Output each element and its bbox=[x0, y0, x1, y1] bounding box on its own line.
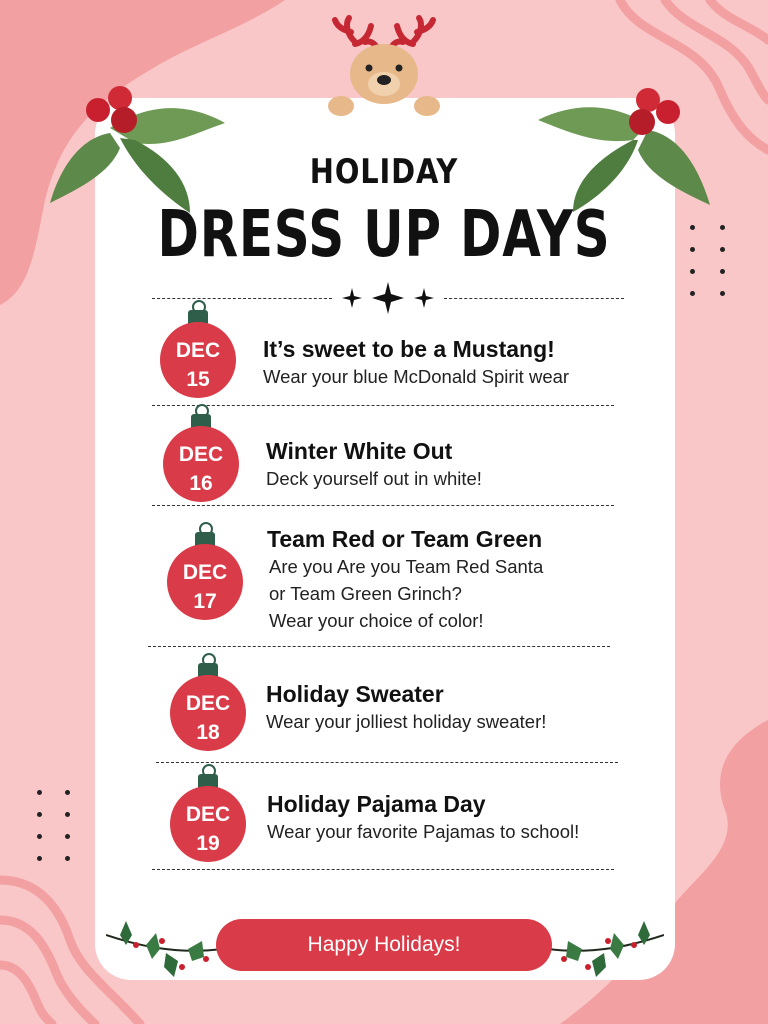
event-day: 15 bbox=[186, 368, 210, 391]
event-description: Are you Are you Team Red Santa bbox=[269, 556, 544, 577]
divider bbox=[152, 405, 614, 406]
event-month: DEC bbox=[175, 339, 221, 362]
event-month: DEC bbox=[178, 443, 224, 466]
divider-right bbox=[444, 298, 624, 299]
list-item bbox=[266, 681, 546, 735]
garland-icon bbox=[548, 915, 664, 983]
page-title: DRESS UP DAYS bbox=[157, 198, 611, 272]
event-day: 16 bbox=[189, 472, 213, 495]
event-title: Winter White Out bbox=[266, 438, 453, 464]
list-item bbox=[267, 791, 579, 845]
event-month: DEC bbox=[182, 561, 228, 584]
event-description: Wear your favorite Pajamas to school! bbox=[267, 821, 580, 842]
dot-grid-left bbox=[37, 790, 77, 870]
divider bbox=[152, 869, 614, 870]
list-item bbox=[266, 438, 482, 492]
footer-banner: Happy Holidays! bbox=[216, 919, 552, 971]
ornament-icon bbox=[158, 306, 238, 402]
event-month: DEC bbox=[185, 692, 231, 715]
title-holiday: HOLIDAY bbox=[309, 152, 459, 192]
holly-icon bbox=[40, 78, 230, 218]
holly-icon bbox=[538, 80, 718, 215]
ornament-icon bbox=[161, 410, 241, 506]
list-item bbox=[263, 336, 569, 390]
event-title: Holiday Pajama Day bbox=[267, 791, 486, 817]
divider-left bbox=[152, 298, 332, 299]
sparkle-icon bbox=[340, 280, 436, 316]
dot-grid-right bbox=[690, 225, 730, 305]
list-item bbox=[267, 526, 543, 634]
divider bbox=[148, 646, 610, 647]
garland-icon bbox=[106, 915, 222, 983]
event-description: Wear your jolliest holiday sweater! bbox=[266, 711, 547, 732]
event-month: DEC bbox=[185, 803, 231, 826]
divider bbox=[152, 505, 614, 506]
event-description: Deck yourself out in white! bbox=[266, 468, 482, 489]
ornament-icon bbox=[168, 659, 248, 755]
ornament-icon bbox=[165, 528, 245, 624]
reindeer-icon bbox=[325, 12, 443, 116]
event-description: or Team Green Grinch? bbox=[269, 583, 462, 604]
divider bbox=[156, 762, 618, 763]
event-title: Team Red or Team Green bbox=[267, 526, 543, 552]
event-description: Wear your blue McDonald Spirit wear bbox=[263, 366, 570, 387]
event-day: 19 bbox=[196, 832, 220, 855]
event-description: Wear your choice of color! bbox=[269, 610, 484, 631]
ornament-icon bbox=[168, 770, 248, 866]
event-title: It’s sweet to be a Mustang! bbox=[263, 336, 555, 362]
event-day: 18 bbox=[196, 721, 220, 744]
event-title: Holiday Sweater bbox=[266, 681, 444, 707]
event-day: 17 bbox=[193, 590, 217, 613]
